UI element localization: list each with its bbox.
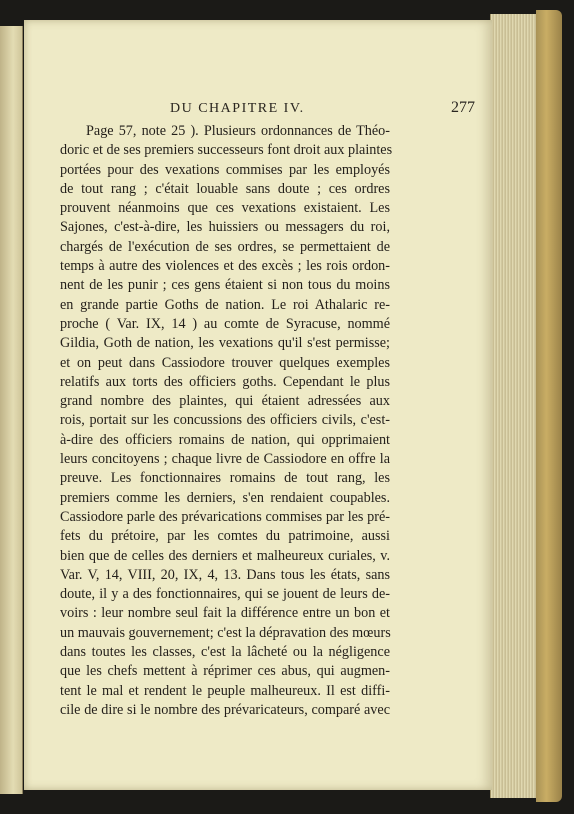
text-line: leurs concitoyens ; chaque livre de Cassiodore en offre la bbox=[60, 451, 390, 468]
page-number: 277 bbox=[451, 99, 475, 116]
text-line: dans toutes les classes, c'est la lâcheté ou la négligence bbox=[60, 644, 390, 661]
facing-page-edge bbox=[0, 26, 23, 794]
text-line: tent le mal et rendent le peuple malheureux. Il est diffi- bbox=[60, 682, 390, 699]
text-line: Cassiodore parle des prévarications commises par les pré- bbox=[60, 508, 390, 525]
text-line: Page 57, note 25 ). Plusieurs ordonnances de Théo- bbox=[86, 123, 390, 139]
text-line: nent de les punir ; ces gens étaient si non tous du moins bbox=[60, 277, 390, 294]
text-line: à-dire des officiers romains de nation, qui opprimaient bbox=[60, 431, 390, 448]
text-line: preuve. Les fonctionnaires romains de tout rang, les bbox=[60, 470, 390, 487]
text-line: grand nombre des plaintes, qui étaient adressées aux bbox=[60, 393, 390, 410]
text-line: proche ( Var. IX, 14 ) au comte de Syracuse, nommé bbox=[60, 315, 390, 332]
text-line: chargés de l'exécution de ses ordres, se permettaient de bbox=[60, 238, 390, 255]
book-cover-edge bbox=[536, 10, 562, 802]
text-line: premiers comme les derniers, s'en rendaient coupables. bbox=[60, 489, 390, 506]
text-line: fets du prétoire, par les comtes du patrimoine, aussi bbox=[60, 528, 390, 545]
text-line: que les chefs mettent à réprimer ces abus, qui augmen- bbox=[60, 663, 390, 680]
text-line: en grande partie Goths de nation. Le roi Athalaric re- bbox=[60, 296, 390, 313]
text-line: Var. V, 14, VIII, 20, IX, 4, 13. Dans tous les états, sans bbox=[60, 566, 390, 583]
text-line: prouvent néanmoins que ces vexations existaient. Les bbox=[60, 200, 390, 217]
text-line: Gildia, Goth de nation, les vexations qu'il s'est permisse; bbox=[60, 335, 390, 352]
text-line: Sajones, c'est-à-dire, les huissiers ou messagers du roi, bbox=[60, 219, 390, 236]
text-line: de tout rang ; c'était louable sans doute ; ces ordres bbox=[60, 180, 390, 197]
text-line: bien que de celles des derniers et malheureux curiales, v. bbox=[60, 547, 390, 564]
text-line: et on peut dans Cassiodore trouver quelques exemples bbox=[60, 354, 390, 371]
text-line: cile de dire si le nombre des prévaricateurs, comparé avec bbox=[60, 701, 390, 718]
text-line: voirs : leur nombre seul fait la différence entre un bon et bbox=[60, 605, 390, 622]
text-line: doute, il y a des fonctionnaires, qui se jouent de leurs de- bbox=[60, 586, 390, 603]
body-text bbox=[60, 122, 393, 720]
chapter-label: DU CHAPITRE IV. bbox=[170, 101, 305, 116]
text-line: doric et de ses premiers successeurs font droit aux plaintes bbox=[60, 142, 393, 159]
text-line: temps à autre des violences et des excès ; les rois ordon- bbox=[60, 258, 390, 275]
page-block-edge bbox=[490, 14, 537, 798]
text-line: rois, portait sur les concussions des officiers civils, c'est- bbox=[60, 412, 390, 429]
text-line: portées pour des vexations commises par les employés bbox=[60, 161, 390, 178]
text-line: relatifs aux torts des officiers goths. Cependant le plus bbox=[60, 373, 390, 390]
running-head bbox=[100, 101, 480, 121]
text-line: un mauvais gouvernement; c'est la dépravation des mœurs bbox=[60, 624, 391, 641]
